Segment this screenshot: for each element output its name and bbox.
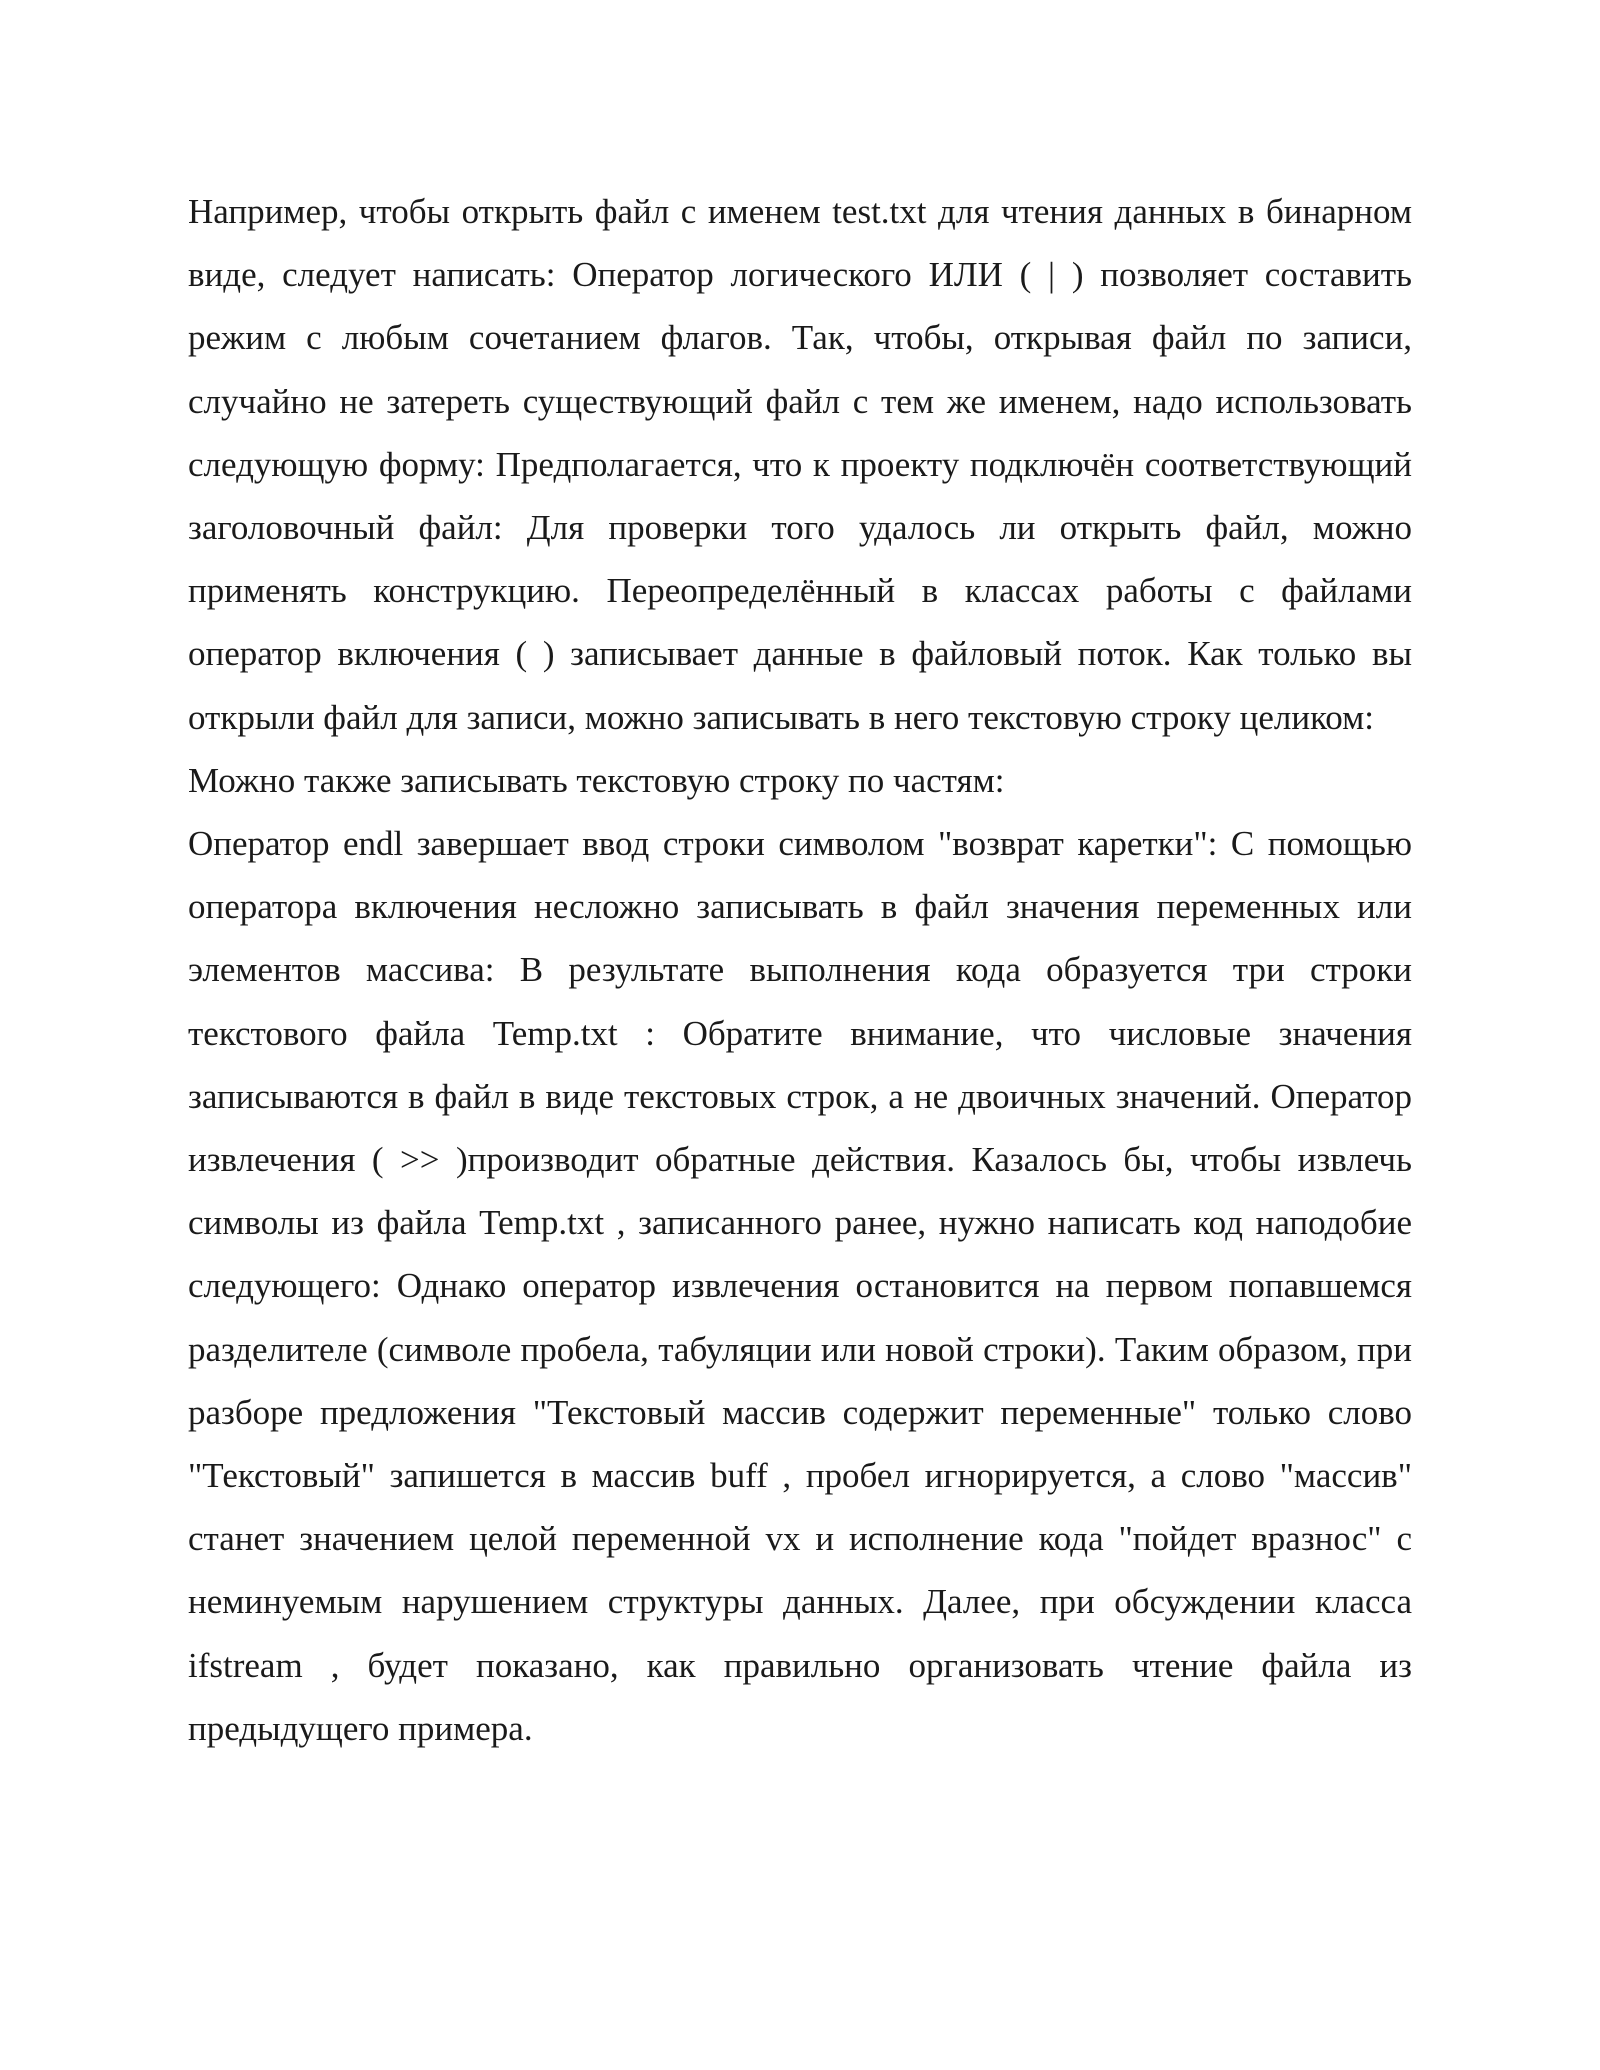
paragraph-3: Оператор endl завершает ввод строки символом "возврат каретки": С помощью оператора включения несложно записывать в файл значения переменных или элементов массива: В результате выполнения кода образуется три строки текстового файла Temp.txt : Обратите внимание, что числовые значения записываются в файл в виде текстовых строк, а не двоичных значений. Оператор извлечения ( >> )производит обратные действия. Казалось бы, чтобы извлечь символы из файла Temp.txt , записанного ранее, нужно написать код наподобие следующего: Однако оператор извлечения остановится на первом попавшемся разделителе (символе пробела, табуляции или новой строки). Таким образом, при разборе предложения "Текстовый массив содержит переменные" только слово "Текстовый" запишется в массив buff , пробел игнорируется, а слово "массив" станет значением целой переменной vx и исполнение кода "пойдет вразнос" с неминуемым нарушением структуры данных. Далее, при обсуждении класса ifstream , будет показано, как правильно организовать чтение файла из предыдущего примера. bbox=[188, 824, 1412, 1748]
paragraph-1: Например, чтобы открыть файл с именем test.txt для чтения данных в бинарном виде, следует написать: Оператор логического ИЛИ ( | ) позволяет составить режим с любым сочетанием флагов. Так, чтобы, открывая файл по записи, случайно не затереть существующий файл с тем же именем, надо использовать следующую форму: Предполагается, что к проекту подключён соответствующий заголовочный файл: Для проверки того удалось ли открыть файл, можно применять конструкцию. Переопределённый в классах работы с файлами оператор включения ( ) записывает данные в файловый поток. Как только вы открыли файл для записи, можно записывать в него текстовую строку целиком: bbox=[188, 192, 1412, 737]
document-body bbox=[188, 180, 1412, 1760]
paragraph-2: Можно также записывать текстовую строку по частям: bbox=[188, 760, 1005, 800]
